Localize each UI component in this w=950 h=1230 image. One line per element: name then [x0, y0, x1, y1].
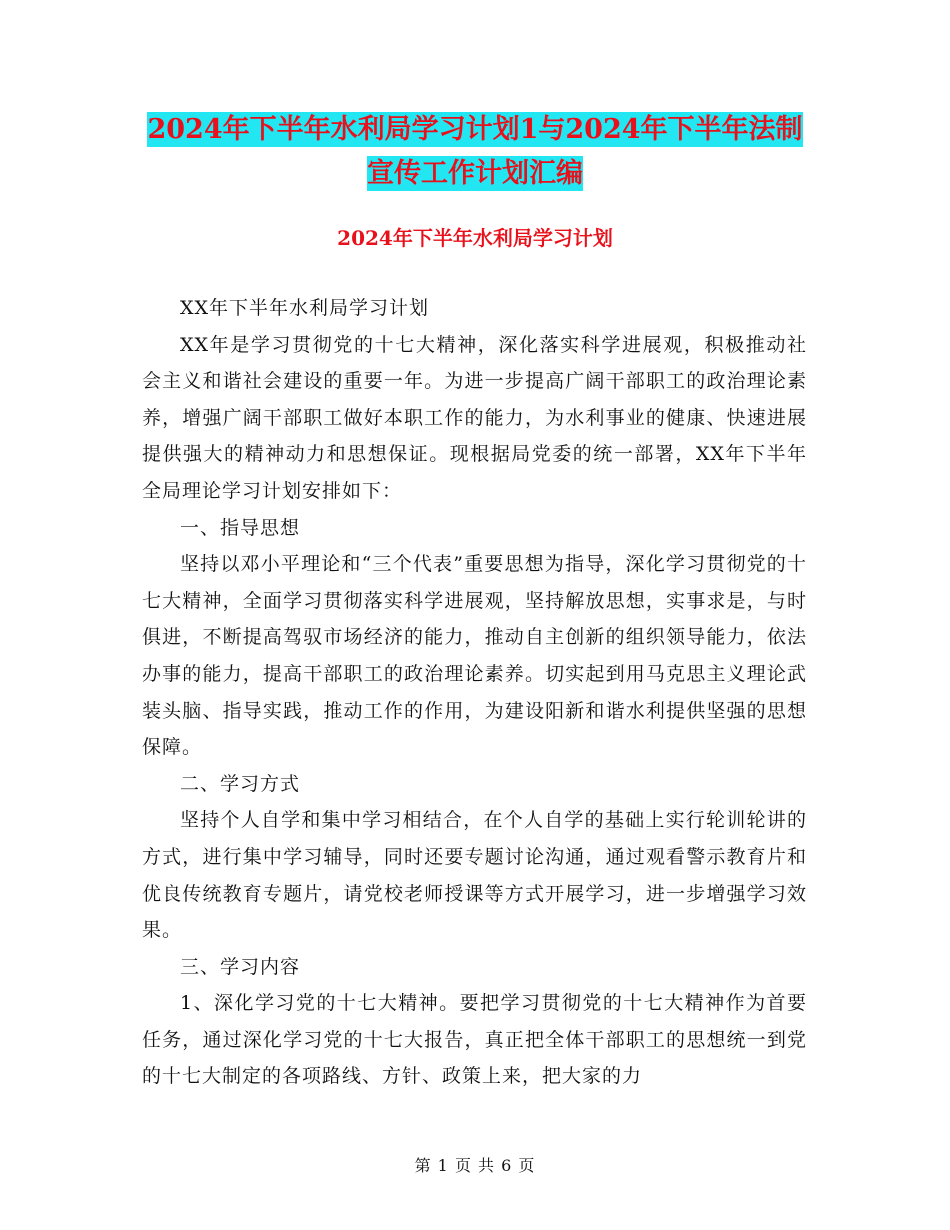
section-title: 2024年下半年水利局学习计划 [337, 226, 613, 250]
body-text [142, 290, 807, 1095]
paragraph: XX年是学习贯彻党的十七大精神，深化落实科学进展观，积极推动社会主义和谐社会建设的重要一年。为进一步提高广阔干部职工的政治理论素养，增强广阔干部职工做好本职工作的能力，为水利事业的健康、快速进展提供强大的精神动力和思想保证。现根据局党委的统一部署，XX年下半年全局理论学习计划安排如下： [142, 333, 807, 502]
document-title-line2 [140, 151, 810, 197]
paragraph-heading: 三、学习内容 [180, 955, 301, 978]
paragraph: 坚持以邓小平理论和“三个代表”重要思想为指导，深化学习贯彻党的十七大精神，全面学习贯彻落实科学进展观，坚持解放思想，实事求是，与时俱进，不断提高驾驭市场经济的能力，推动自主创新的组织领导能力，依法办事的能力，提高干部职工的政治理论素养。切实起到用马克思主义理论武装头脑、指导实践，推动工作的作用，为建设阳新和谐水利提供坚强的思想保障。 [142, 553, 807, 759]
paragraph: 1、深化学习党的十七大精神。要把学习贯彻党的十七大精神作为首要任务，通过深化学习党的十七大报告，真正把全体干部职工的思想统一到党的十七大制定的各项路线、方针、政策上来，把大家的力 [142, 992, 807, 1088]
document-title-line1 [140, 107, 810, 153]
page-footer: 第 1 页 共 6 页 [414, 1156, 536, 1175]
paragraph-heading: 一、指导思想 [180, 516, 301, 539]
paragraph: 坚持个人自学和集中学习相结合，在个人自学的基础上实行轮训轮讲的方式，进行集中学习辅导，同时还要专题讨论沟通，通过观看警示教育片和优良传统教育专题片，请党校老师授课等方式开展学习，进一步增强学习效果。 [142, 809, 807, 942]
paragraph-heading: 二、学习方式 [180, 772, 301, 795]
title-highlight: 2024年下半年水利局学习计划1与2024年下半年法制 [147, 114, 803, 145]
paragraph: XX年下半年水利局学习计划 [180, 297, 430, 319]
title-highlight: 宣传工作计划汇编 [367, 158, 583, 189]
